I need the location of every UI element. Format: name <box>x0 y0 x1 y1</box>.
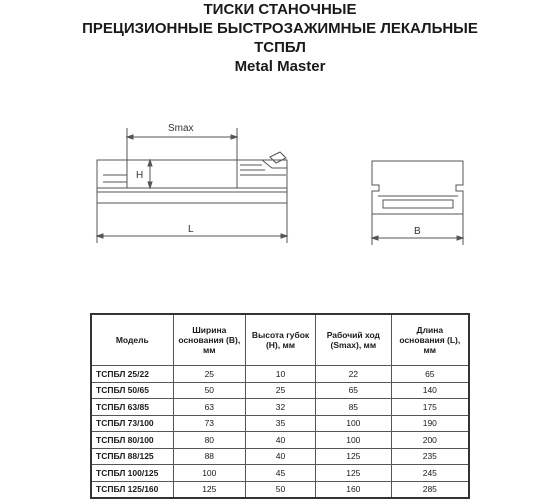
cell-height: 25 <box>246 382 316 399</box>
cell-model: ТСПБЛ 125/160 <box>91 481 173 498</box>
header-model: Модель <box>91 314 173 366</box>
cell-height: 40 <box>246 432 316 449</box>
cell-model: ТСПБЛ 50/65 <box>91 382 173 399</box>
header-stroke: Рабочий ход (Smax), мм <box>316 314 392 366</box>
cell-stroke: 125 <box>316 465 392 482</box>
cell-length: 190 <box>391 415 469 432</box>
cell-height: 50 <box>246 481 316 498</box>
table-row <box>91 432 469 449</box>
title-line-3: ТСПБЛ <box>254 39 306 56</box>
cell-model: ТСПБЛ 63/85 <box>91 399 173 416</box>
cell-width: 80 <box>173 432 245 449</box>
table-header-row <box>91 314 469 366</box>
table-row <box>91 382 469 399</box>
cell-width: 63 <box>173 399 245 416</box>
cell-model: ТСПБЛ 100/125 <box>91 465 173 482</box>
cell-width: 125 <box>173 481 245 498</box>
cell-length: 245 <box>391 465 469 482</box>
cell-length: 285 <box>391 481 469 498</box>
table-row <box>91 481 469 498</box>
cell-stroke: 100 <box>316 415 392 432</box>
table-row <box>91 465 469 482</box>
cell-stroke: 85 <box>316 399 392 416</box>
table-row <box>91 448 469 465</box>
cell-stroke: 160 <box>316 481 392 498</box>
header-height: Высота губок (H), мм <box>246 314 316 366</box>
cell-height: 40 <box>246 448 316 465</box>
table-row <box>91 366 469 383</box>
title-line-4: Metal Master <box>234 58 326 75</box>
title-line-1: ТИСКИ СТАНОЧНЫЕ <box>203 1 357 18</box>
cell-stroke: 22 <box>316 366 392 383</box>
table-row <box>91 415 469 432</box>
dim-label-smax: Smax <box>168 123 194 134</box>
cell-model: ТСПБЛ 88/125 <box>91 448 173 465</box>
title-line-2: ПРЕЦИЗИОННЫЕ БЫСТРОЗАЖИМНЫЕ ЛЕКАЛЬНЫЕ <box>82 20 478 37</box>
spec-table <box>90 313 470 499</box>
header-width: Ширина основания (B), мм <box>173 314 245 366</box>
cell-length: 235 <box>391 448 469 465</box>
cell-width: 73 <box>173 415 245 432</box>
cell-height: 35 <box>246 415 316 432</box>
cell-height: 45 <box>246 465 316 482</box>
dim-label-b: B <box>414 226 421 237</box>
cell-length: 140 <box>391 382 469 399</box>
cell-length: 175 <box>391 399 469 416</box>
dim-label-l: L <box>188 224 194 235</box>
cell-width: 25 <box>173 366 245 383</box>
cell-width: 88 <box>173 448 245 465</box>
cell-width: 50 <box>173 382 245 399</box>
cell-length: 200 <box>391 432 469 449</box>
cell-model: ТСПБЛ 73/100 <box>91 415 173 432</box>
table-row <box>91 399 469 416</box>
dim-label-h: H <box>136 170 144 181</box>
cell-stroke: 125 <box>316 448 392 465</box>
cell-width: 100 <box>173 465 245 482</box>
cell-length: 65 <box>391 366 469 383</box>
cell-model: ТСПБЛ 80/100 <box>91 432 173 449</box>
cell-model: ТСПБЛ 25/22 <box>91 366 173 383</box>
cell-height: 32 <box>246 399 316 416</box>
cell-height: 10 <box>246 366 316 383</box>
cell-stroke: 100 <box>316 432 392 449</box>
header-length: Длина основания (L), мм <box>391 314 469 366</box>
cell-stroke: 65 <box>316 382 392 399</box>
